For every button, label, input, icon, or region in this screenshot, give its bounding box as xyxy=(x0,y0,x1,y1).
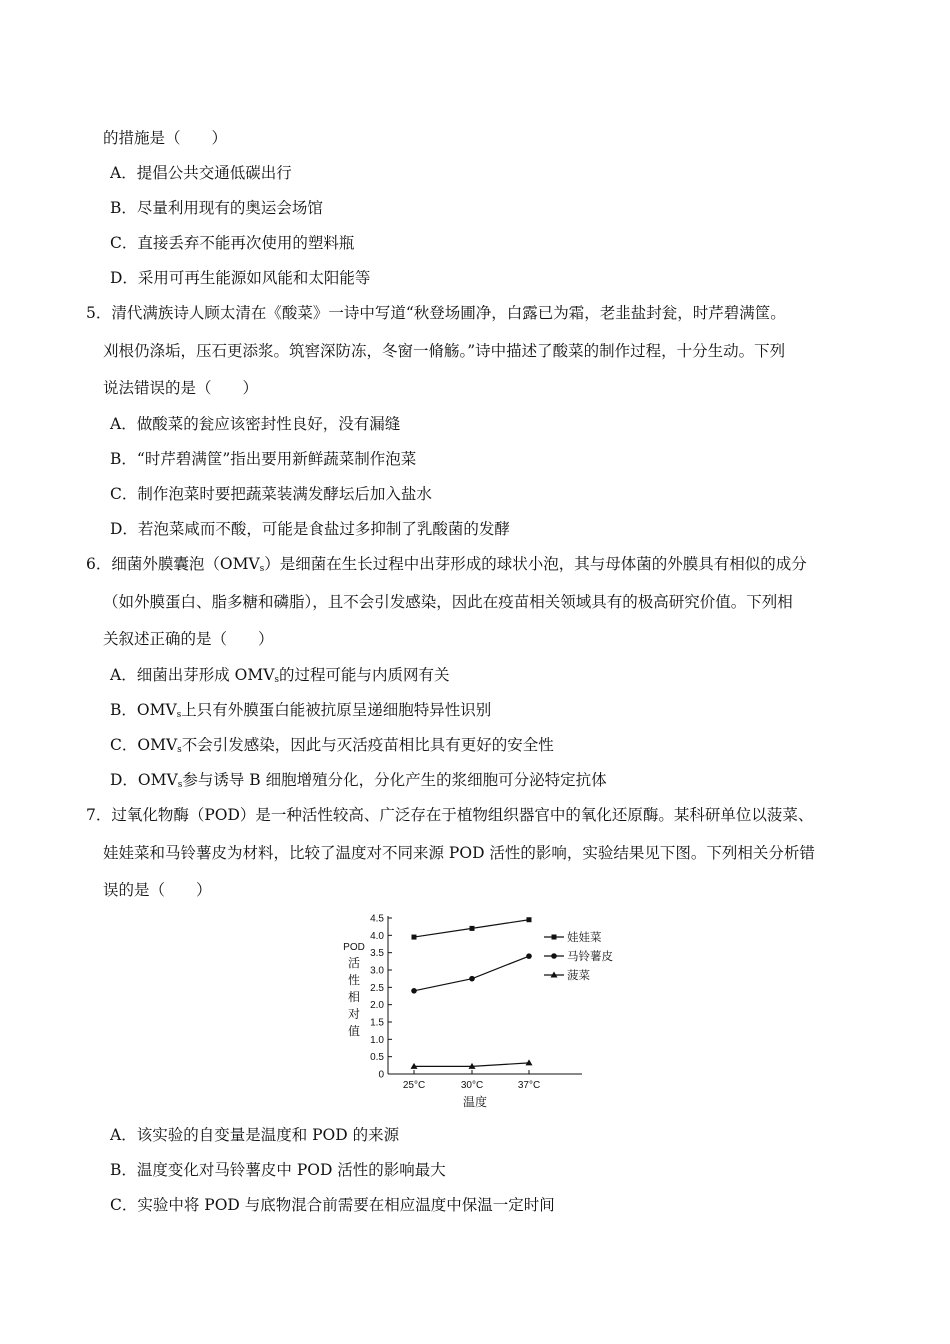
q7-option-c: C．实验中将 POD 与底物混合前需要在相应温度中保温一定时间 xyxy=(110,1196,555,1214)
y-tick-label: 2.0 xyxy=(370,1000,384,1012)
y-tick-label: 2.5 xyxy=(370,982,384,994)
y-tick-label: 4.5 xyxy=(370,913,384,925)
legend-marker xyxy=(551,953,557,959)
y-axis-label-char: 性 xyxy=(347,973,361,987)
q4-option-b: B．尽量利用现有的奥运会场馆 xyxy=(110,199,323,217)
q7-stem-line-2: 娃娃菜和马铃薯皮为材料，比较了温度对不同来源 POD 活性的影响，实验结果见下图。下列相关分析错 xyxy=(103,844,815,862)
q6-stem-line-1: 6．细菌外膜囊泡$(OMV_s)$是细菌在生长过程中出芽形成的球状小泡，其与母体菌的外膜具有相似的成分 xyxy=(86,555,807,574)
q7-stem-line-3: 误的是（ ） xyxy=(103,881,212,899)
q4-option-d: D．采用可再生能源如风能和太阳能等 xyxy=(110,269,371,287)
legend-label: 马铃薯皮 xyxy=(567,951,613,963)
q6-option-a: A．细菌出芽形成 $OMV_s$的过程可能与内质网有关 xyxy=(110,666,450,685)
q7-stem-line-1: 7．过氧化物酶（POD）是一种活性较高、广泛存在于植物组织器官中的氧化还原酶。某科研单位以菠菜、 xyxy=(86,806,814,824)
q6-stem-line-3: 关叙述正确的是（ ） xyxy=(103,630,274,648)
q6-stem-line-2: （如外膜蛋白、脂多糖和磷脂），且不会引发感染，因此在疫苗相关领域具有的极高研究价值。下列相 xyxy=(103,593,793,611)
data-point xyxy=(411,988,417,994)
y-axis-label-char: 值 xyxy=(347,1024,361,1038)
legend-label: 娃娃菜 xyxy=(567,932,602,944)
y-tick-label: 3.0 xyxy=(370,965,384,977)
pod-activity-chart xyxy=(330,906,630,1116)
q5-stem-line-2: 刈根仍涤垢，压石更添浆。筑窖深防冻，冬窗一脩觞。”诗中描述了酸菜的制作过程，十分生动。下列 xyxy=(103,342,786,360)
x-tick-label: 25°C xyxy=(402,1080,426,1091)
y-tick-label: 0.5 xyxy=(370,1052,384,1064)
y-axis-label-char: 对 xyxy=(347,1007,361,1021)
legend-label: 菠菜 xyxy=(567,970,590,982)
y-axis-label-char: 相 xyxy=(347,990,361,1004)
y-axis-label-char: 活 xyxy=(347,956,361,970)
y-tick-label: 1.5 xyxy=(370,1017,384,1029)
data-point xyxy=(412,935,417,940)
y-tick-label: 3.5 xyxy=(370,948,384,960)
q5-option-c: C．制作泡菜时要把蔬菜装满发酵坛后加入盐水 xyxy=(110,485,432,503)
q7-option-b: B．温度变化对马铃薯皮中 POD 活性的影响最大 xyxy=(110,1161,446,1179)
data-point xyxy=(469,976,475,982)
data-point xyxy=(526,1059,533,1065)
q5-option-d: D．若泡菜咸而不酸，可能是食盐过多抑制了乳酸菌的发酵 xyxy=(110,520,510,538)
q6-option-b: B．$OMV_s$上只有外膜蛋白能被抗原呈递细胞特异性识别 xyxy=(110,701,492,720)
y-axis-label-char: POD xyxy=(343,942,365,953)
q4-option-c: C．直接丢弃不能再次使用的塑料瓶 xyxy=(110,234,355,252)
y-tick-label: 1.0 xyxy=(370,1034,384,1046)
y-tick-label: 4.0 xyxy=(370,930,384,942)
series-line xyxy=(414,956,529,991)
q5-option-a: A．做酸菜的瓮应该密封性良好，没有漏缝 xyxy=(110,415,401,433)
q5-stem-line-3: 说法错误的是（ ） xyxy=(103,379,259,397)
q7-option-a: A．该实验的自变量是温度和 POD 的来源 xyxy=(110,1126,400,1144)
data-point xyxy=(526,953,532,959)
q6-option-d: D．$OMV_s$参与诱导 B 细胞增殖分化，分化产生的浆细胞可分泌特定抗体 xyxy=(110,771,607,790)
x-axis-label: 温度 xyxy=(462,1095,488,1109)
q4-option-a: A．提倡公共交通低碳出行 xyxy=(110,164,292,182)
q4-continuation: 的措施是（ ） xyxy=(103,129,228,147)
legend-marker xyxy=(552,935,557,940)
q5-option-b: B．“时芹碧满筐”指出要用新鲜蔬菜制作泡菜 xyxy=(110,450,417,468)
q5-stem-line-1: 5．清代满族诗人顾太清在《酸菜》一诗中写道“秋登场圃净，白露已为霜，老韭盐封瓮，时芹碧满筐。 xyxy=(86,304,786,322)
x-tick-label: 30°C xyxy=(460,1080,484,1091)
data-point xyxy=(527,917,532,922)
q6-option-c: C．$OMV_s$不会引发感染，因此与灭活疫苗相比具有更好的安全性 xyxy=(110,736,554,755)
x-tick-label: 37°C xyxy=(517,1080,541,1091)
y-tick-label: 0 xyxy=(378,1069,384,1081)
data-point xyxy=(470,926,475,931)
